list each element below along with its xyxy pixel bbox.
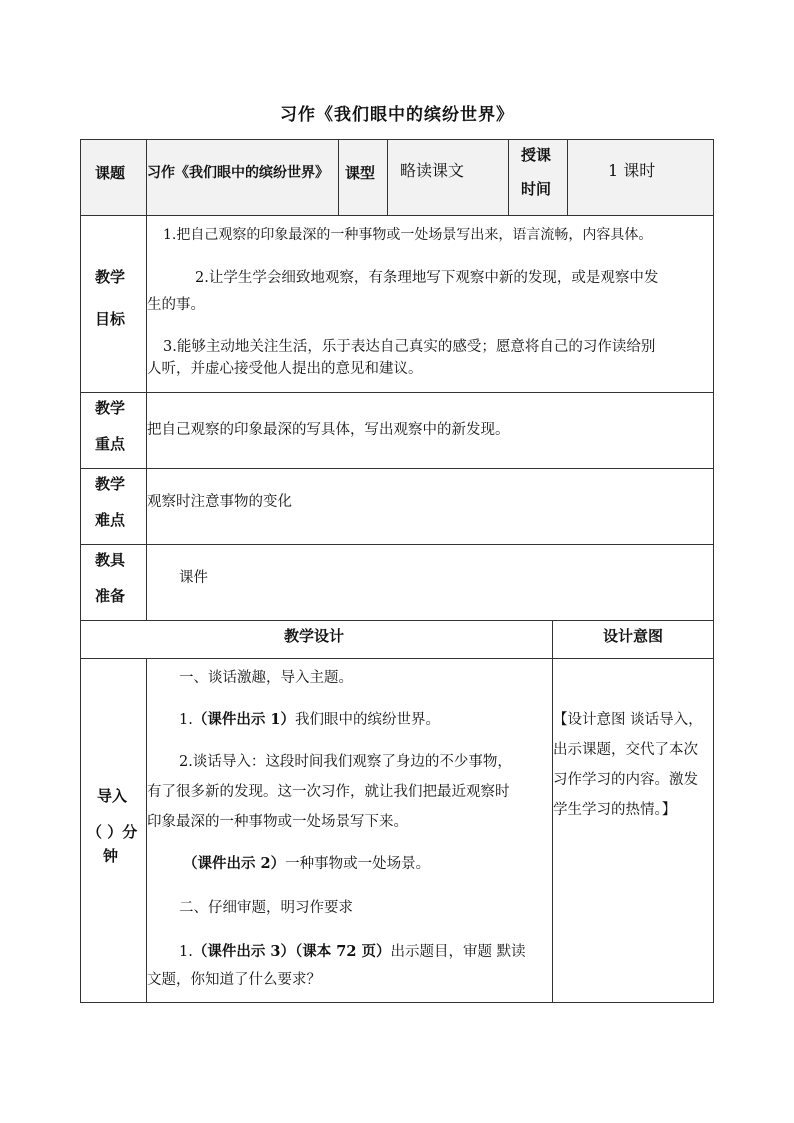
time-label-2: 时间 (521, 180, 552, 198)
intent-line-2: 出示课题，交代了本次 (553, 742, 698, 758)
intro-label-2: （ ）分 (87, 823, 138, 841)
intro-step-3-line-1: 2.谈话导入：这段时间我们观察了身边的不少事物， (179, 754, 512, 770)
goal-item-3-line-2: 人听，并虚心接受他人提出的意见和建议。 (147, 361, 423, 377)
intro-label-3: 钟 (103, 847, 119, 865)
goal-item-3-line-1: 3.能够主动地关注生活，乐于表达自己真实的感受；愿意将自己的习作读给别 (163, 339, 656, 355)
goals-label-1: 教学 (95, 268, 126, 286)
intro-step-2-bold: （课件出示 1） (192, 711, 295, 728)
difficulty-text: 观察时注意事物的变化 (147, 494, 292, 510)
intro-step-2-num: 1. (179, 712, 193, 728)
design-header-left: 教学设计 (284, 627, 345, 645)
tools-content-cell (146, 544, 714, 621)
intro-step-5: 二、仔细审题，明习作要求 (179, 900, 353, 916)
goal-item-2-line-2: 生的事。 (147, 297, 205, 313)
intro-label-cell (80, 658, 147, 1003)
time-label-cell (508, 139, 568, 216)
topic-value: 习作《我们眼中的缤纷世界》 (147, 165, 329, 181)
difficulty-content-cell (146, 468, 714, 545)
design-header-left-cell (80, 620, 553, 659)
goals-label-cell (80, 215, 147, 393)
focus-text: 把自己观察的印象最深的写具体，写出观察中的新发现。 (147, 422, 510, 438)
tools-label-2: 准备 (95, 587, 126, 605)
intent-line-3: 习作学习的内容。激发 (553, 772, 698, 788)
intro-step-4-rest: 一种事物或一处场景。 (285, 856, 431, 872)
tools-text: 课件 (179, 570, 208, 586)
tools-label-1: 教具 (95, 551, 126, 569)
focus-content-cell (146, 392, 714, 469)
focus-label-cell (80, 392, 147, 469)
design-header-right-cell (552, 620, 714, 659)
intro-step-6-bold: （课件出示 3）（课本 72 页） (192, 943, 391, 960)
topic-value-cell (146, 139, 339, 216)
intro-step-6 (179, 941, 526, 963)
time-label-1: 授课 (521, 146, 552, 164)
time-value: 1 课时 (608, 161, 656, 180)
intro-step-4-bold: （课件出示 2） (183, 855, 286, 872)
goals-content-cell (146, 215, 714, 393)
intro-label-1: 导入 (97, 787, 128, 805)
goal-item-2-line-1: 2.让学生学会细致地观察，有条理地写下观察中新的发现，或是观察中发 (195, 270, 659, 286)
tools-label-cell (80, 544, 147, 621)
intro-step-6-line-2: 文题，你知道了什么要求？ (147, 972, 321, 988)
page-title: 习作《我们眼中的缤纷世界》 (280, 105, 514, 125)
design-header-right: 设计意图 (603, 627, 664, 645)
intro-step-3-line-3: 印象最深的一种事物或一处场景写下来。 (147, 814, 408, 830)
type-value-cell (387, 139, 509, 216)
intro-step-6-rest: 出示题目，审题 默读 (390, 944, 526, 960)
intro-step-2-rest: 我们眼中的缤纷世界。 (294, 712, 440, 728)
intro-step-1: 一、谈话激趣，导入主题。 (179, 670, 353, 686)
intro-step-4 (183, 853, 430, 875)
intro-step-6-num: 1. (179, 944, 193, 960)
focus-label-2: 重点 (95, 435, 126, 453)
intro-intent-cell (552, 658, 714, 1003)
topic-label-cell (80, 139, 147, 216)
focus-label-1: 教学 (95, 399, 126, 417)
topic-label: 课题 (95, 164, 126, 182)
intent-line-4: 学生学习的热情。】 (553, 802, 677, 818)
intent-line-1: 【设计意图 谈话导入， (553, 712, 703, 728)
type-label: 课型 (345, 164, 376, 182)
goal-item-1: 1.把自己观察的印象最深的一种事物或一处场景写出来，语言流畅，内容具体。 (163, 227, 653, 243)
time-value-cell (567, 139, 714, 216)
intro-content-cell (146, 658, 553, 1003)
type-label-cell (338, 139, 388, 216)
intro-step-2 (179, 709, 440, 731)
difficulty-label-1: 教学 (95, 475, 126, 493)
difficulty-label-2: 难点 (95, 511, 126, 529)
intro-step-3-line-2: 有了很多新的发现。这一次习作，就让我们把最近观察时 (147, 784, 510, 800)
goals-label-2: 目标 (95, 310, 126, 328)
type-value: 略读课文 (400, 161, 465, 180)
difficulty-label-cell (80, 468, 147, 545)
